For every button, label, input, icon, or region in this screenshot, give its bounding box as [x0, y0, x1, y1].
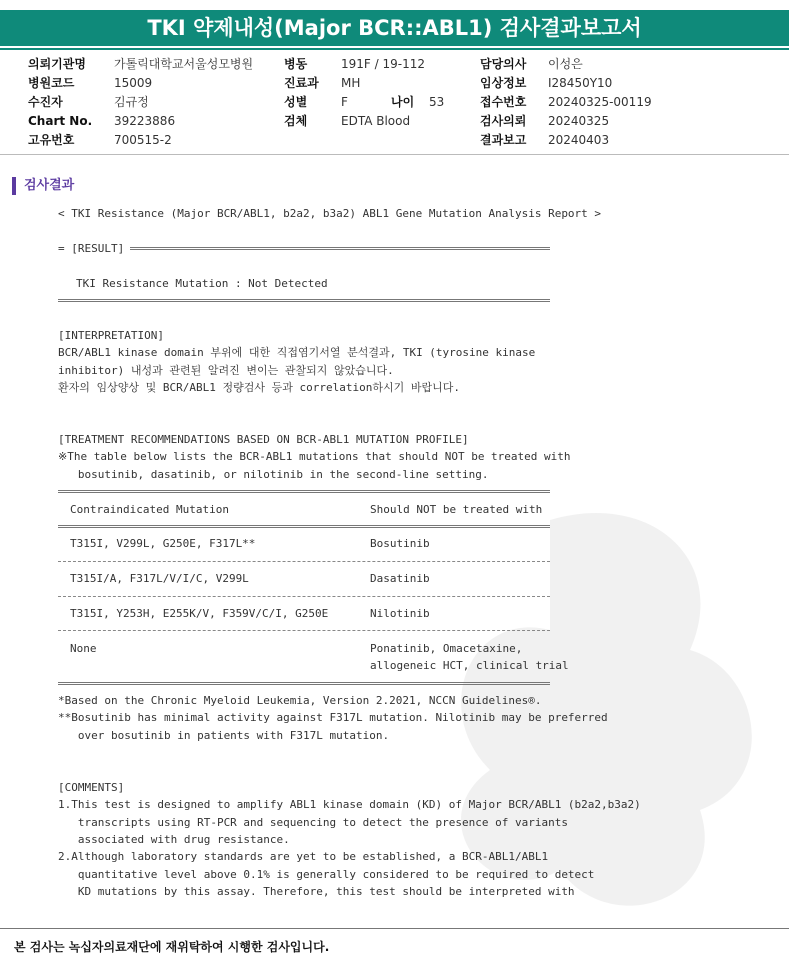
footer-divider [0, 928, 789, 929]
info-label: 접수번호 [480, 95, 527, 109]
divider-dashed [58, 588, 578, 605]
treatment-note: ※The table below lists the BCR-ABL1 mutations that should NOT be treated with [58, 450, 571, 464]
divider-double [58, 292, 578, 309]
info-value: 39223886 [114, 114, 176, 128]
table-cell-drug: Bosutinib [370, 537, 430, 551]
report-body [58, 205, 641, 901]
info-col2 [284, 55, 444, 131]
info-value: 가톨릭대학교서울성모병원 [114, 57, 254, 71]
comment-line: associated with drug resistance. [58, 833, 290, 847]
table-row [58, 640, 578, 657]
footer-note: 본 검사는 녹십자의료재단에 재위탁하여 시행한 검사입니다. [14, 940, 330, 954]
comment-line: KD mutations by this assay. Therefore, this test should be interpreted with [58, 885, 575, 899]
report-title: TKI 약제내성(Major BCR::ABL1) 검사결과보고서 [0, 10, 789, 46]
result-label: = [RESULT] [58, 241, 125, 255]
info-value: EDTA Blood [341, 114, 411, 128]
info-label: 의뢰기관명 [28, 57, 86, 71]
table-cell-mutation: None [70, 641, 97, 655]
info-label: 담당의사 [480, 57, 527, 71]
interpretation-line: BCR/ABL1 kinase domain 부위에 대한 직접염기서열 분석결과, TKI (tyrosine kinase [58, 346, 536, 360]
result-text: TKI Resistance Mutation : Not Detected [76, 276, 328, 290]
report-heading: < TKI Resistance (Major BCR/ABL1, b2a2, b3a2) ABL1 Gene Mutation Analysis Report > [58, 207, 602, 220]
info-label-age: 나이 [391, 95, 415, 109]
comment-line: quantitative level above 0.1% is generally considered to be required to detect [58, 867, 595, 881]
info-value: 20240403 [548, 133, 610, 147]
divider-dashed [58, 622, 578, 639]
info-label: 성별 [284, 95, 308, 109]
interpretation-line: 환자의 임상양상 및 BCR/ABL1 정량검사 등과 correlation하시기 바랍니다. [58, 380, 460, 394]
result-header [58, 240, 578, 257]
info-label: 검체 [284, 114, 308, 128]
divider-double [58, 483, 578, 500]
info-value: I28450Y10 [548, 76, 613, 90]
info-label: 결과보고 [480, 133, 527, 147]
info-col3 [480, 55, 652, 150]
treatment-label: [TREATMENT RECOMMENDATIONS BASED ON BCR-ABL1 MUTATION PROFILE] [58, 433, 469, 447]
interpretation-label: [INTERPRETATION] [58, 328, 164, 342]
table-row [58, 535, 578, 552]
table-header-drug: Should NOT be treated with [370, 502, 543, 516]
info-value: F [341, 95, 348, 109]
result-rule [130, 240, 550, 257]
info-value: 700515-2 [114, 133, 172, 147]
info-divider [0, 154, 789, 155]
info-value: 20240325 [548, 114, 610, 128]
table-cell-mutation: T315I/A, F317L/V/I/C, V299L [70, 572, 249, 586]
info-label: 검사의뢰 [480, 114, 527, 128]
footnote: over bosutinib in patients with F317L mutation. [58, 728, 390, 742]
info-value: 20240325-00119 [548, 95, 652, 109]
divider-dashed [58, 553, 578, 570]
treatment-note: bosutinib, dasatinib, or nilotinib in the second-line setting. [58, 467, 489, 481]
table-cell-mutation: T315I, Y253H, E255K/V, F359V/C/I, G250E [70, 606, 329, 620]
table-header-mutation: Contraindicated Mutation [70, 502, 229, 516]
footnote: *Based on the Chronic Myeloid Leukemia, Version 2.2021, NCCN Guidelines®. [58, 693, 542, 707]
info-value: 191F / 19-112 [341, 57, 425, 71]
table-header [58, 501, 578, 518]
info-value: 김규정 [114, 95, 149, 109]
table-row [58, 570, 578, 587]
comment-line: transcripts using RT-PCR and sequencing to detect the presence of variants [58, 815, 568, 829]
table-cell-drug: Dasatinib [370, 572, 430, 586]
info-label: 수진자 [28, 95, 63, 109]
table-cell-mutation: T315I, V299L, G250E, F317L** [70, 537, 256, 551]
section-title: 검사결과 [12, 177, 74, 195]
info-label: Chart No. [28, 114, 93, 128]
info-value: 이성은 [548, 57, 583, 71]
info-label: 병동 [284, 57, 308, 71]
table-row [58, 605, 578, 622]
info-col1 [28, 55, 253, 150]
comment-line: 1.This test is designed to amplify ABL1 kinase domain (KD) of Major BCR/ABL1 (b2a2,b3a2) [58, 798, 641, 812]
comment-line: 2.Although laboratory standards are yet to be established, a BCR-ABL1/ABL1 [58, 850, 549, 864]
divider-double [58, 518, 578, 535]
table-cell-drug: allogeneic HCT, clinical trial [370, 659, 569, 673]
comments-label: [COMMENTS] [58, 780, 125, 794]
table-cell-drug: Nilotinib [370, 606, 430, 620]
table-cell-drug: Ponatinib, Omacetaxine, [370, 641, 523, 655]
divider-double [58, 675, 578, 692]
info-value: 15009 [114, 76, 153, 90]
interpretation-line: inhibitor) 내성과 관련된 알려진 변이는 관찰되지 않았습니다. [58, 363, 394, 377]
info-label: 임상정보 [480, 76, 527, 90]
info-label: 고유번호 [28, 133, 75, 147]
footnote: **Bosutinib has minimal activity against F317L mutation. Nilotinib may be preferred [58, 711, 608, 725]
info-value-age: 53 [429, 95, 445, 109]
info-value: MH [341, 76, 361, 90]
info-label: 진료과 [284, 76, 319, 90]
title-underline [0, 48, 789, 50]
table-row-cont [58, 657, 578, 674]
info-label: 병원코드 [28, 76, 75, 90]
